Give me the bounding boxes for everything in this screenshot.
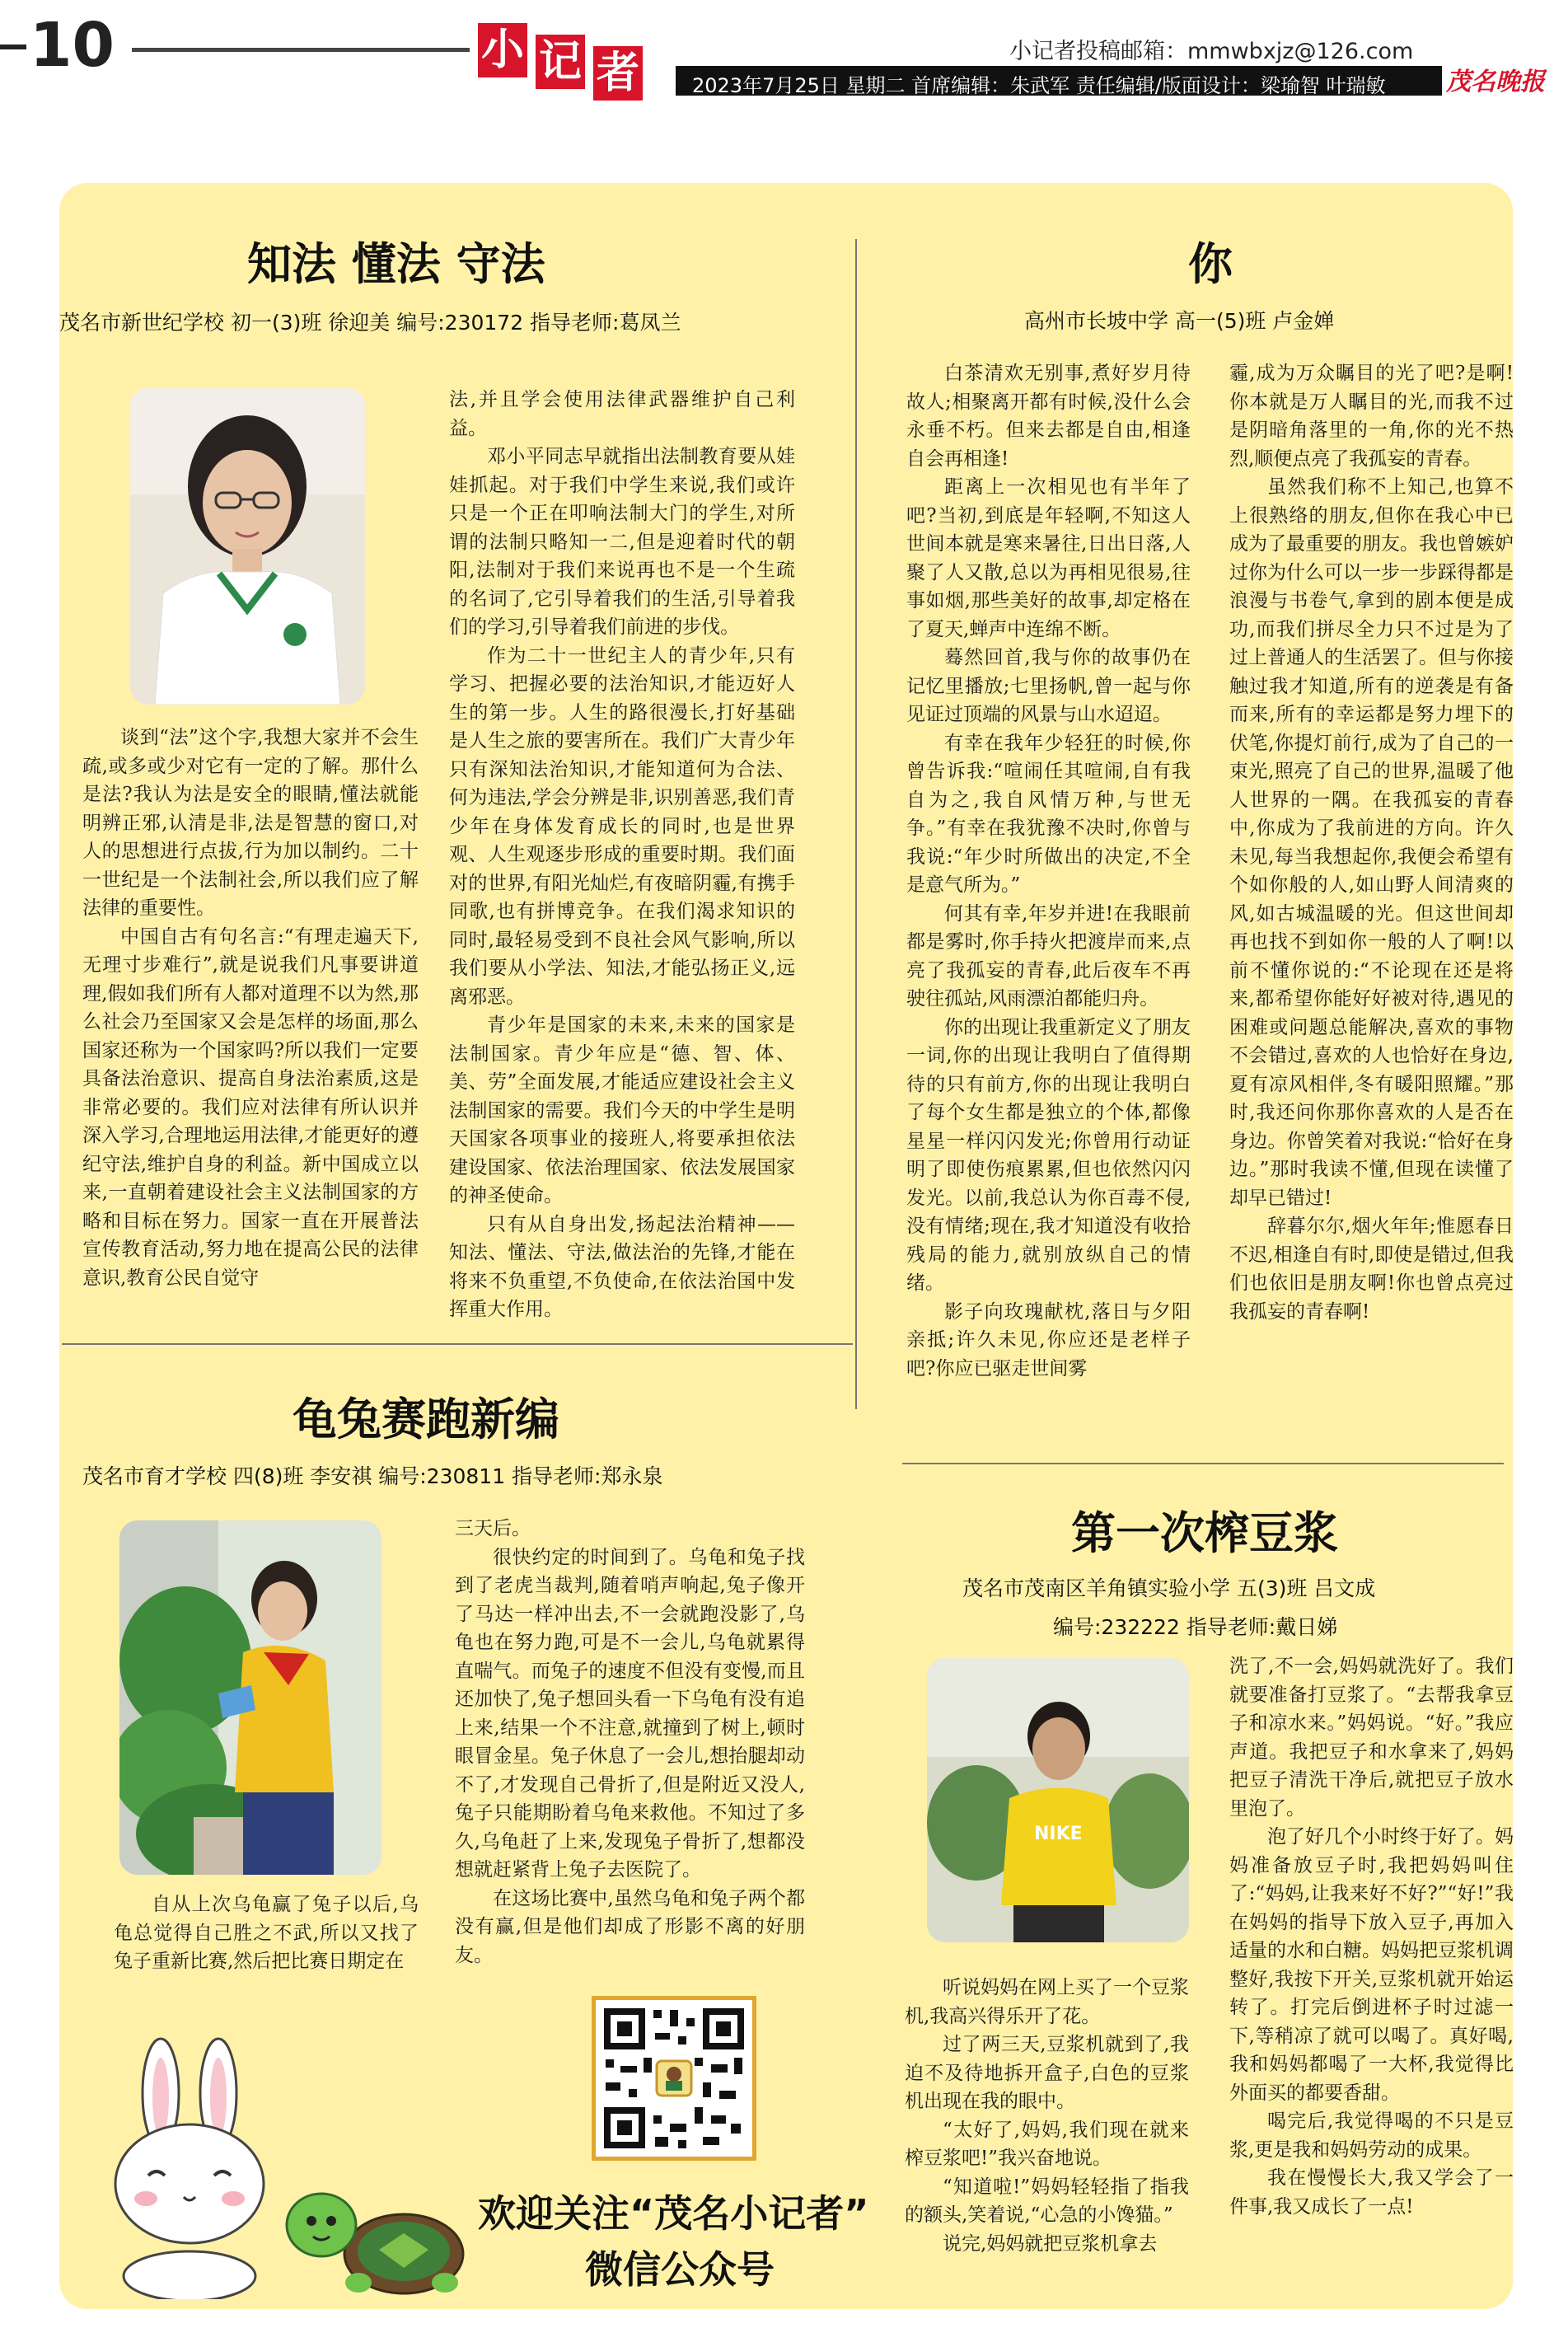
paragraph: 自从上次乌龟赢了兔子以后,乌龟总觉得自己胜之不武,所以又找了兔子重新比赛,然后把比赛日期定在 (114, 1894, 419, 1972)
paper-name-logo: 茂名晚报 (1446, 68, 1545, 96)
author-photo-boy (927, 1658, 1189, 1942)
paragraph: “知道啦!”妈妈轻轻指了指我的额头,笑着说,“心急的小馋猫。” (905, 2176, 1189, 2226)
article-law-column-1 (82, 724, 419, 1292)
paragraph: 三天后。 (455, 1518, 531, 1539)
article-soymilk-byline-author: 茂名市茂南区羊角镇实验小学 五(3)班 吕文成 (962, 1576, 1376, 1600)
promo-line-1: 欢迎关注“茂名小记者” (478, 2191, 869, 2236)
paragraph: 霾,成为万众瞩目的光了吧?是啊!你本就是万人瞩目的光,而我不过是阴暗角落里的一角,你的光不热烈,顺便点亮了我孤妄的青春。 (1229, 363, 1514, 470)
paragraph: 在这场比赛中,虽然乌龟和兔子两个都没有赢,但是他们却成了形影不离的好朋友。 (455, 1887, 805, 1966)
section-divider-left (62, 1343, 853, 1345)
article-soymilk-column-2 (1229, 1652, 1514, 2221)
paragraph: 很快约定的时间到了。乌龟和兔子找到了老虎当裁判,随着哨声响起,兔子像开了马达一样冲出去,不一会就跑没影了,乌龟也在努力跑,可是不一会儿,乌龟就累得直喘气。而兔子的速度不但没有变慢,而且还加快了,兔子想回头看一下乌龟有没有追上来,结果一个不注意,就撞到了树上,顿时眼冒金星。兔子休息了一会儿,想抬腿却动不了,才发现自己骨折了,但是附近又没人,兔子只能期盼着乌龟来救他。不知过了多久,乌龟赶了上来,发现兔子骨折了,想都没想就赶紧背上兔子去医院了。 (455, 1546, 805, 1881)
section-title-char-1: 小 (478, 23, 527, 77)
paragraph: 泡了好几个小时终于好了。妈妈准备放豆子时,我把妈妈叫住了:“妈妈,让我来好不好?”“好!”我在妈妈的指导下放入豆子,再加入适量的水和白糖。妈妈把豆浆机调整好,我按下开关,豆浆机就开始运转了。打完后倒进杯子时过滤一下,等稍凉了就可以喝了。真好喝,我和妈妈都喝了一大杯,我觉得比外面买的都要香甜。 (1229, 1826, 1514, 2104)
article-race-column-2 (455, 1515, 805, 1970)
article-race-title: 龟兔赛跑新编 (293, 1394, 559, 1445)
qr-code[interactable] (592, 1996, 756, 2161)
article-you-byline: 高州市长坡中学 高一(5)班 卢金婵 (1024, 309, 1335, 333)
paragraph: 中国自古有句名言:“有理走遍天下,无理寸步难行”,就是说我们凡事要讲道理,假如我们所有人都对道理不以为然,那么社会乃至国家又会是怎样的场面,那么国家还称为一个国家吗?所以我们一定要具备法治意识、提高自身法治素质,这是非常必要的。我们应对法律有所认识并深入学习,合理地运用法律,才能更好的遵纪守法,维护自身的利益。新中国成立以来,一直朝着建设社会主义法制国家的方略和目标在努力。国家一直在开展普法宣传教育活动,努力地在提高公民的法律意识,教育公民自觉守 (82, 925, 419, 1289)
paragraph: 影子向玫瑰献枕,落日与夕阳亲抵;许久未见,你应还是老样子吧?你应已驱走世间雾 (906, 1300, 1191, 1379)
paragraph: 谈到“法”这个字,我想大家并不会生疏,或多或少对它有一定的了解。那什么是法?我认为法是安全的眼睛,懂法就能明辨正邪,认清是非,法是智慧的窗口,对人的思想进行点拔,行为加以制约。二十一世纪是一个法制社会,所以我们应了解法律的重要性。 (82, 727, 419, 919)
paragraph: 距离上一次相见也有半年了吧?当初,到底是年轻啊,不知这人世间本就是寒来暑往,日出日落,人聚了人又散,总以为再相见很易,往事如烟,那些美好的故事,却定格在了夏天,蝉声中连绵不断。 (906, 476, 1191, 640)
author-photo-girl (130, 387, 365, 705)
paragraph: 洗了,不一会,妈妈就洗好了。我们就要准备打豆浆了。“去帮我拿豆子和凉水来。”妈妈说。“好。”我应声道。我把豆子和水拿来了,妈妈把豆子清洗干净后,就把豆子放水里泡了。 (1229, 1656, 1514, 1820)
svg-text:NIKE: NIKE (1034, 1824, 1083, 1844)
paragraph: 只有从自身出发,扬起法治精神——知法、懂法、守法,做法治的先锋,才能在将来不负重望,不负使命,在依法治国中发挥重大作用。 (449, 1213, 795, 1320)
paragraph: 辞暮尔尔,烟火年年;惟愿春日不迟,相逢自有时,即使是错过,但我们也依旧是朋友啊!你也曾点亮过我孤妄的青春啊! (1229, 1216, 1514, 1323)
paragraph: 虽然我们称不上知己,也算不上很熟络的朋友,但你在我心中已成为了最重要的朋友。我也曾嫉妒过你为什么可以一步一步踩得都是浪漫与书卷气,拿到的剧本便是成功,而我们拼尽全力只不过是为了过上普通人的生活罢了。但与你接触过我才知道,所有的逆袭是有备而来,所有的幸运都是努力埋下的伏笔,你提灯前行,成为了自己的一束光,照亮了自己的世界,温暖了他人世界的一隅。在我孤妄的青春中,你成为了我前进的方向。许久未见,每当我想起你,我便会希望有个如你般的人,如山野人间清爽的风,如古城温暖的光。但这世间却再也找不到如你一般的人了啊!以前不懂你说的:“不论现在还是将来,都希望你能好好被对待,遇见的困难或问题总能解决,喜欢的事物不会错过,喜欢的人也恰好在身边,夏有凉风相伴,冬有暖阳照耀。”那时,我还问你那你喜欢的人是否在身边。你曾笑着对我说:“恰好在身边。”那时我读不懂,但现在读懂了却早已错过! (1229, 476, 1514, 1209)
paragraph: 听说妈妈在网上买了一个豆浆机,我高兴得乐开了花。 (905, 1977, 1189, 2027)
page-number: 10 (30, 10, 115, 81)
submission-email: 小记者投稿邮箱：mmwbxjz@126.com (1009, 39, 1414, 64)
article-law-column-2 (449, 386, 795, 1324)
section-divider-right (902, 1463, 1504, 1464)
article-race-byline: 茂名市育才学校 四(8)班 李安祺 编号:230811 指导老师:郑永泉 (82, 1464, 663, 1488)
paragraph: 青少年是国家的未来,未来的国家是法制国家。青少年应是“德、智、体、美、劳”全面发展,才能适应建设社会主义法制国家的需要。我们今天的中学生是明天国家各项事业的接班人,将要承担依法建设国家、依法治理国家、依法发展国家的神圣使命。 (449, 1014, 795, 1206)
paragraph: 蓦然回首,我与你的故事仍在记忆里播放;七里扬帆,曾一起与你见证过顶端的风景与山水迢迢。 (906, 647, 1191, 725)
paragraph: 法,并且学会使用法律武器维护自己利益。 (449, 389, 795, 439)
paragraph: 喝完后,我觉得喝的不只是豆浆,更是我和妈妈劳动的成果。 (1229, 2110, 1514, 2161)
article-you-column-1 (906, 359, 1191, 1383)
article-law-byline: 茂名市新世纪学校 初一(3)班 徐迎美 编号:230172 指导老师:葛凤兰 (59, 311, 681, 335)
paragraph: 何其有幸,年岁并进!在我眼前都是雾时,你手持火把渡岸而来,点亮了我孤妄的青春,此后夜车不再驶往孤站,风雨漂泊都能归舟。 (906, 902, 1191, 1009)
article-soymilk-column-1 (905, 1974, 1189, 2258)
article-law-title: 知法 懂法 守法 (247, 238, 545, 290)
turtle-illustration (280, 2176, 470, 2299)
paragraph: 我在慢慢长大,我又学会了一件事,我又成长了一点! (1229, 2167, 1514, 2218)
paragraph: 白茶清欢无别事,煮好岁月待故人;相聚离开都有时候,没什么会永垂不朽。但来去都是自由,相逢自会再相逢! (906, 363, 1191, 470)
article-soymilk-title: 第一次榨豆浆 (1071, 1507, 1338, 1559)
bunny-illustration (103, 2035, 284, 2299)
article-soymilk-byline-teacher: 编号:232222 指导老师:戴日娣 (1053, 1615, 1338, 1639)
paragraph: 过了两三天,豆浆机就到了,我迫不及待地拆开盒子,白色的豆浆机出现在我的眼中。 (905, 2034, 1189, 2112)
paragraph: 邓小平同志早就指出法制教育要从娃娃抓起。对于我们中学生来说,我们或许只是一个正在叩响法制大门的学生,对所谓的法制只略知一二,但是迎着时代的朝阳,法制对于我们来说再也不是一个生疏的名词了,它引导着我们的生活,引导着我们的学习,引导着我们前进的步伐。 (449, 446, 795, 638)
promo-line-2: 微信公众号 (585, 2247, 775, 2292)
paragraph: 说完,妈妈就把豆浆机拿去 (943, 2232, 1158, 2255)
article-race-column-1 (114, 1890, 419, 1976)
paragraph: 作为二十一世纪主人的青少年,只有学习、把握必要的法治知识,才能迈好人生的第一步。人生的路很漫长,打好基础是人生之旅的要害所在。我们广大青少年只有深知法治知识,才能知道何为合法、何为违法,学会分辨是非,识别善恶,我们青少年在身体发育成长的同时,也是世界观、人生观逐步形成的重要时期。我们面对的世界,有阳光灿烂,有夜暗阴霾,有携手同歌,也有拼博竞争。在我们渴求知识的同时,最轻易受到不良社会风气影响,所以我们要从小学法、知法,才能弘扬正义,远离邪恶。 (449, 644, 795, 1008)
column-divider (855, 239, 857, 1409)
section-title-char-3: 者 (593, 46, 643, 101)
paragraph: 有幸在我年少轻狂的时候,你曾告诉我:“喧闹任其喧闹,自有我自为之,我自风情万种,与世无争。”有幸在我犹豫不决时,你曾与我说:“年少时所做出的决定,不全是意气所为。” (906, 732, 1191, 896)
article-you-title: 你 (1188, 238, 1233, 290)
article-you-column-2 (1229, 359, 1514, 1326)
paragraph: “太好了,妈妈,我们现在就来榨豆浆吧!”我兴奋地说。 (905, 2119, 1189, 2169)
paragraph: 你的出现让我重新定义了朋友一词,你的出现让我明白了值得期待的只有前方,你的出现让我明白了每个女生都是独立的个体,都像星星一样闪闪发光;你曾用行动证明了即使伤痕累累,但也依然闪闪发光。以前,我总认为你百毒不侵,没有情绪;现在,我才知道没有收拾残局的能力,就别放纵自己的情绪。 (906, 1016, 1191, 1294)
dateline: 2023年7月25日 星期二 首席编辑：朱武军 责任编辑/版面设计：梁瑜智 叶瑞敏 (692, 74, 1386, 97)
header-rule (132, 48, 470, 52)
author-photo-watering-plants (119, 1520, 381, 1875)
section-title-char-2: 记 (536, 35, 585, 89)
